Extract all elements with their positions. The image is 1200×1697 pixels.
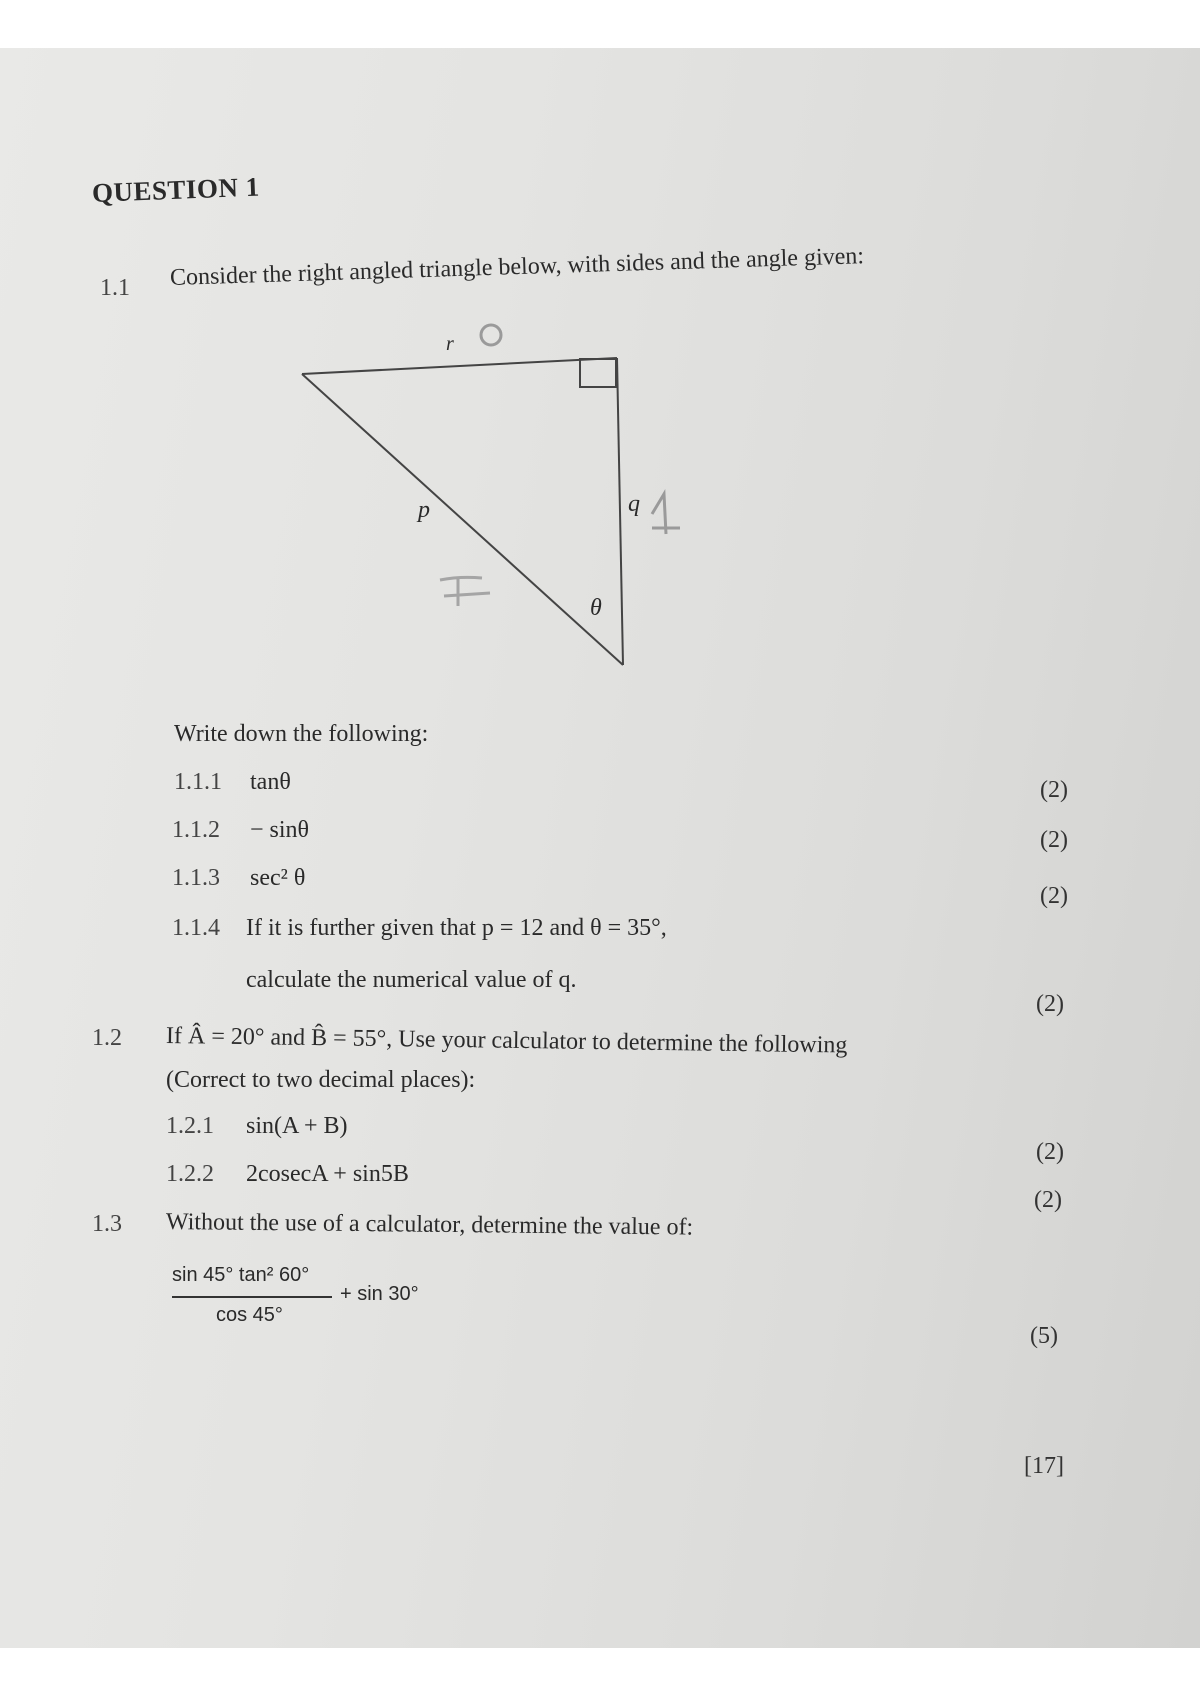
- q1-1-number: 1.1: [100, 275, 130, 301]
- label-p: p: [418, 497, 430, 523]
- triangle-side-r: [302, 358, 617, 374]
- item-1-2-1-marks: (2): [1036, 1139, 1064, 1165]
- fraction-tail: + sin 30°: [340, 1283, 419, 1305]
- item-1-1-3-number: 1.1.3: [172, 865, 220, 891]
- triangle-diagram: [0, 48, 1200, 1648]
- label-r: r: [446, 333, 454, 355]
- label-theta: θ: [590, 595, 602, 621]
- instruction-text: Write down the following:: [174, 721, 429, 747]
- q1-2-text: If Â = 20° and B̂ = 55°, Use your calculator to determine the following: [165, 1023, 848, 1059]
- fraction-denominator: cos 45°: [216, 1304, 283, 1326]
- item-1-2-1-expr: sin(A + B): [246, 1113, 348, 1139]
- item-1-1-1-number: 1.1.1: [174, 769, 222, 795]
- pencil-h-mark: [440, 577, 490, 606]
- pencil-circle-mark: [481, 325, 501, 345]
- item-1-1-3-marks: (2): [1040, 883, 1068, 909]
- item-1-1-4-expr-2: calculate the numerical value of q.: [246, 967, 577, 993]
- item-1-1-4-expr: If it is further given that p = 12 and θ = 35°,: [246, 915, 667, 941]
- q1-1-text: Consider the right angled triangle below, with sides and the angle given:: [169, 243, 865, 291]
- q1-2-text-2: (Correct to two decimal places):: [166, 1067, 476, 1093]
- item-1-1-4-number: 1.1.4: [172, 915, 220, 941]
- q1-3-text: Without the use of a calculator, determine the value of:: [165, 1209, 694, 1241]
- item-1-1-2-expr: − sinθ: [250, 817, 310, 843]
- item-1-1-2-number: 1.1.2: [172, 817, 220, 843]
- exam-page: [0, 48, 1200, 1648]
- question-total: [17]: [1024, 1453, 1064, 1479]
- item-1-1-2-marks: (2): [1040, 827, 1068, 853]
- label-q: q: [628, 491, 640, 517]
- fraction-numerator: sin 45° tan² 60°: [172, 1264, 310, 1286]
- item-1-2-1-number: 1.2.1: [166, 1113, 214, 1139]
- item-1-2-2-number: 1.2.2: [166, 1161, 214, 1187]
- q1-3-marks: (5): [1030, 1323, 1058, 1349]
- question-title: QUESTION 1: [91, 171, 261, 208]
- right-angle-marker: [580, 359, 616, 387]
- item-1-2-2-expr: 2cosecA + sin5B: [246, 1161, 409, 1187]
- q1-2-number: 1.2: [92, 1025, 122, 1051]
- q1-3-number: 1.3: [92, 1211, 122, 1237]
- item-1-1-3-expr: sec² θ: [250, 865, 306, 891]
- triangle-side-q: [617, 358, 623, 665]
- item-1-1-4-marks: (2): [1036, 991, 1064, 1017]
- fraction-bar: [172, 1296, 332, 1298]
- item-1-1-1-marks: (2): [1040, 777, 1068, 803]
- triangle-side-p: [302, 374, 623, 665]
- item-1-1-1-expr: tanθ: [250, 769, 291, 795]
- item-1-2-2-marks: (2): [1034, 1187, 1062, 1213]
- pencil-a-mark: [652, 494, 680, 534]
